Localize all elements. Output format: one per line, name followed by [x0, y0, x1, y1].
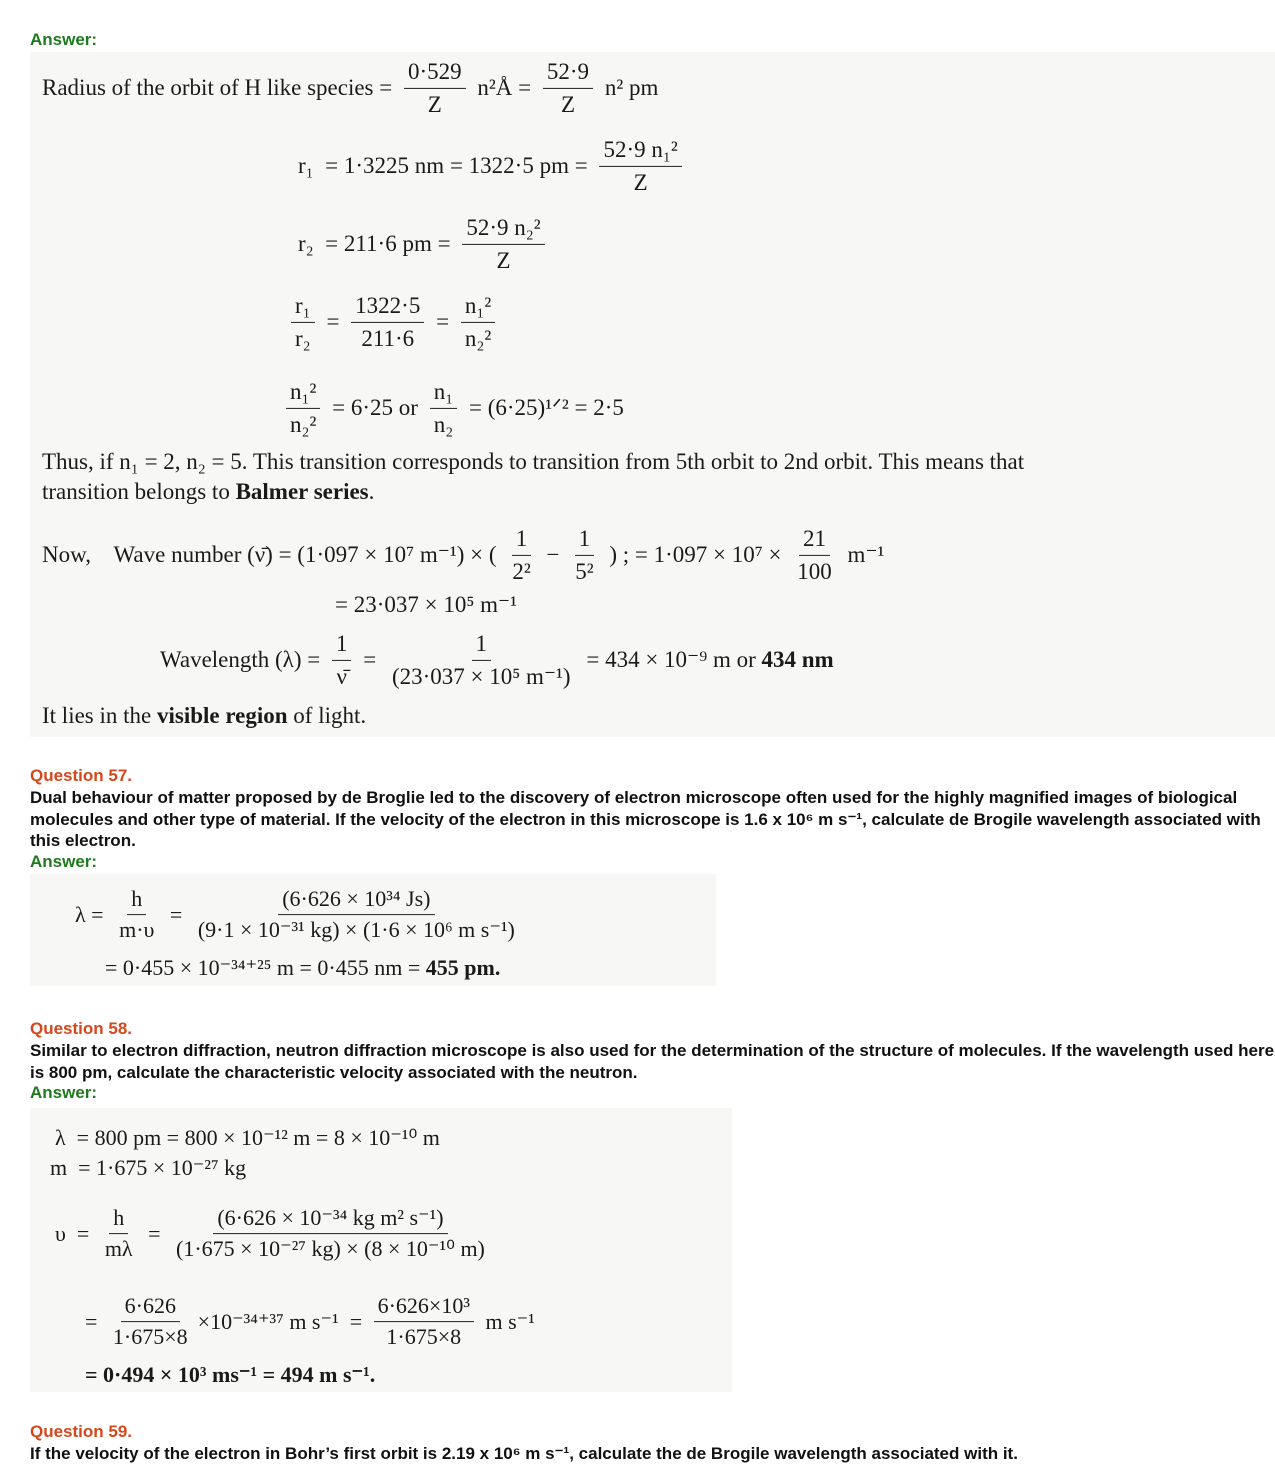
equation-text: = — [142, 1221, 167, 1246]
equation-text: r₂ = 211·6 pm = — [298, 231, 457, 256]
fraction — [101, 1205, 137, 1263]
equation-line — [42, 58, 658, 118]
fraction-numerator: 0·529 — [404, 58, 466, 89]
fraction-numerator: 1322·5 — [351, 292, 424, 323]
fraction-denominator: 2² — [512, 558, 531, 584]
fraction-numerator: 1 — [575, 525, 595, 556]
equation-text: = — [357, 647, 382, 672]
question-59-text: If the velocity of the electron in Bohr’s first orbit is 2.19 x 10⁶ m s⁻¹, calculate the de Brogile wavelength associated with it. — [30, 1444, 1018, 1463]
equation-text: = — [85, 1309, 103, 1334]
fraction-denominator: Z — [496, 247, 511, 273]
fraction-numerator: 1 — [472, 630, 492, 661]
equation-text: r₁ = 1·3225 nm = 1322·5 pm = — [298, 153, 594, 178]
equation-line — [85, 1293, 535, 1351]
equation-text: m = 1·675 × 10⁻²⁷ kg — [50, 1155, 247, 1180]
fraction-numerator: n₁ — [430, 378, 458, 409]
fraction-numerator: 6·626×10³ — [374, 1293, 474, 1322]
fraction — [461, 292, 495, 352]
fraction — [599, 136, 681, 196]
equation-bold-text: = 0·494 × 10³ ms⁻¹ = 494 m s⁻¹. — [85, 1362, 376, 1387]
equation-text: It lies in the — [42, 703, 157, 728]
equation-text: . — [368, 479, 375, 504]
answer-label: Answer: — [30, 1083, 98, 1102]
equation-line — [75, 886, 525, 944]
equation-text: = — [430, 309, 455, 334]
equation-line — [42, 479, 374, 505]
fraction — [571, 525, 597, 585]
equation-line — [55, 1205, 495, 1263]
fraction-numerator: (6·626 × 10³⁴ Js) — [278, 886, 434, 915]
fraction-numerator: 1 — [512, 525, 532, 556]
equation-text: ) ; = 1·097 × 10⁷ × — [603, 542, 788, 567]
question-57-text: Dual behaviour of matter proposed by de Broglie led to the discovery of electron microscope often used for the highly magnified images of biological molecules and other type of material. If the velocity of the electron in this microscope is 1.6 x 10⁶ m s⁻¹, calculate de Brogile wavelength associated with this electron. — [30, 788, 1261, 850]
question-59-title: Question 59. — [30, 1422, 133, 1441]
equation-line — [85, 1362, 375, 1388]
equation-text: − — [540, 542, 566, 567]
fraction — [115, 886, 158, 944]
fraction-numerator: 6·626 — [121, 1293, 180, 1322]
fraction — [374, 1293, 474, 1351]
equation-text: transition belongs to — [42, 479, 236, 504]
fraction — [286, 378, 320, 438]
equation-text: Thus, if n₁ = 2, n₂ = 5. This transition corresponds to transition from 5th orbit to 2nd orbit. This means that — [42, 449, 1025, 474]
fraction-numerator: 1 — [332, 630, 352, 661]
equation-bold-text: Balmer series — [235, 479, 369, 504]
fraction — [404, 58, 466, 118]
equation-text: = — [320, 309, 346, 334]
equation-text: λ = — [75, 902, 110, 927]
question-58-text: Similar to electron diffraction, neutron diffraction microscope is also used for the determination of the structure of molecules. If the wavelength used here is 800 pm, calculate the characteristic velocity associated with the neutron. — [30, 1041, 1275, 1082]
fraction — [430, 378, 458, 438]
equation-text: = — [164, 902, 188, 927]
equation-line — [50, 1155, 246, 1181]
fraction-denominator: 1·675×8 — [386, 1324, 462, 1350]
fraction-numerator: r₁ — [291, 292, 315, 323]
equation-text: = 23·037 × 10⁵ m⁻¹ — [335, 592, 518, 617]
fraction — [508, 525, 534, 585]
fraction-denominator: (23·037 × 10⁵ m⁻¹) — [391, 663, 571, 689]
fraction-denominator: (1·675 × 10⁻²⁷ kg) × (8 × 10⁻¹⁰ m) — [176, 1236, 485, 1262]
equation-bold-text: 434 nm — [761, 647, 834, 672]
fraction — [543, 58, 593, 118]
fraction-denominator: n₂² — [464, 325, 492, 351]
answer-label: Answer: — [30, 852, 98, 871]
fraction-denominator: 211·6 — [361, 325, 415, 351]
equation-bold-text: visible region — [156, 703, 288, 728]
fraction-denominator: (9·1 × 10⁻³¹ kg) × (1·6 × 10⁶ m s⁻¹) — [197, 917, 515, 943]
fraction-denominator: Z — [560, 91, 575, 117]
fraction — [351, 292, 424, 352]
equation-line — [42, 449, 1024, 475]
fraction-numerator: 52·9 n₂² — [462, 214, 544, 245]
question-57-title: Question 57. — [30, 766, 133, 785]
equation-text: m s⁻¹ — [479, 1309, 535, 1334]
equation-text: Radius of the orbit of H like species = — [42, 75, 398, 100]
fraction — [332, 630, 352, 690]
fraction-denominator: 5² — [575, 558, 594, 584]
equation-text: Wavelength (λ) = — [160, 647, 326, 672]
fraction-numerator: (6·626 × 10⁻³⁴ kg m² s⁻¹) — [213, 1205, 447, 1234]
fraction — [793, 525, 836, 585]
equation-line — [298, 214, 551, 274]
equation-line — [335, 592, 517, 618]
equation-line — [298, 136, 688, 196]
fraction-numerator: n₁² — [461, 292, 495, 323]
answer-label: Answer: — [30, 30, 98, 49]
fraction-denominator: r₂ — [295, 325, 311, 351]
fraction-denominator: n₂ — [433, 411, 454, 437]
equation-line — [42, 703, 366, 729]
fraction — [194, 886, 519, 944]
equation-line — [160, 630, 834, 690]
fraction-numerator: h — [127, 886, 146, 915]
fraction-denominator: Z — [427, 91, 442, 117]
fraction-denominator: m·υ — [119, 917, 155, 943]
fraction-numerator: n₁² — [286, 378, 320, 409]
equation-text: n²Å = — [471, 75, 537, 100]
fraction-denominator: ν̄ — [336, 663, 347, 689]
equation-line — [42, 525, 884, 585]
question-58-title: Question 58. — [30, 1019, 133, 1038]
equation-bold-text: 455 pm. — [425, 955, 501, 980]
fraction — [172, 1205, 489, 1263]
fraction-denominator: mλ — [104, 1236, 133, 1262]
equation-text: υ = — [55, 1221, 95, 1246]
equation-line — [285, 292, 501, 352]
fraction-numerator: 52·9 — [543, 58, 593, 89]
fraction-denominator: 100 — [797, 558, 832, 584]
equation-text: = 6·25 or — [326, 395, 424, 420]
equation-line — [280, 378, 624, 438]
fraction-denominator: Z — [633, 169, 648, 195]
equation-line — [55, 1125, 440, 1151]
equation-line — [105, 955, 500, 981]
fraction-numerator: 52·9 n₁² — [599, 136, 681, 167]
fraction — [462, 214, 544, 274]
fraction-numerator: 21 — [799, 525, 830, 556]
equation-text: m⁻¹ — [841, 542, 885, 567]
equation-text: Now, Wave number (ν̄) = (1·097 × 10⁷ m⁻¹) × ( — [42, 542, 503, 567]
equation-text: = 0·455 × 10⁻³⁴⁺²⁵ m = 0·455 nm = — [105, 955, 426, 980]
equation-text: = 434 × 10⁻⁹ m or — [580, 647, 762, 672]
equation-text: λ = 800 pm = 800 × 10⁻¹² m = 8 × 10⁻¹⁰ m — [55, 1125, 440, 1150]
equation-text: n² pm — [599, 75, 659, 100]
fraction-denominator: 1·675×8 — [112, 1324, 188, 1350]
fraction — [109, 1293, 192, 1351]
equation-text: ×10⁻³⁴⁺³⁷ m s⁻¹ = — [197, 1309, 368, 1334]
equation-text: = (6·25)¹ᐟ² = 2·5 — [463, 395, 624, 420]
fraction-denominator: n₂² — [290, 411, 317, 437]
fraction — [388, 630, 575, 690]
fraction-numerator: h — [109, 1205, 128, 1234]
fraction — [291, 292, 315, 352]
equation-text: of light. — [287, 703, 367, 728]
